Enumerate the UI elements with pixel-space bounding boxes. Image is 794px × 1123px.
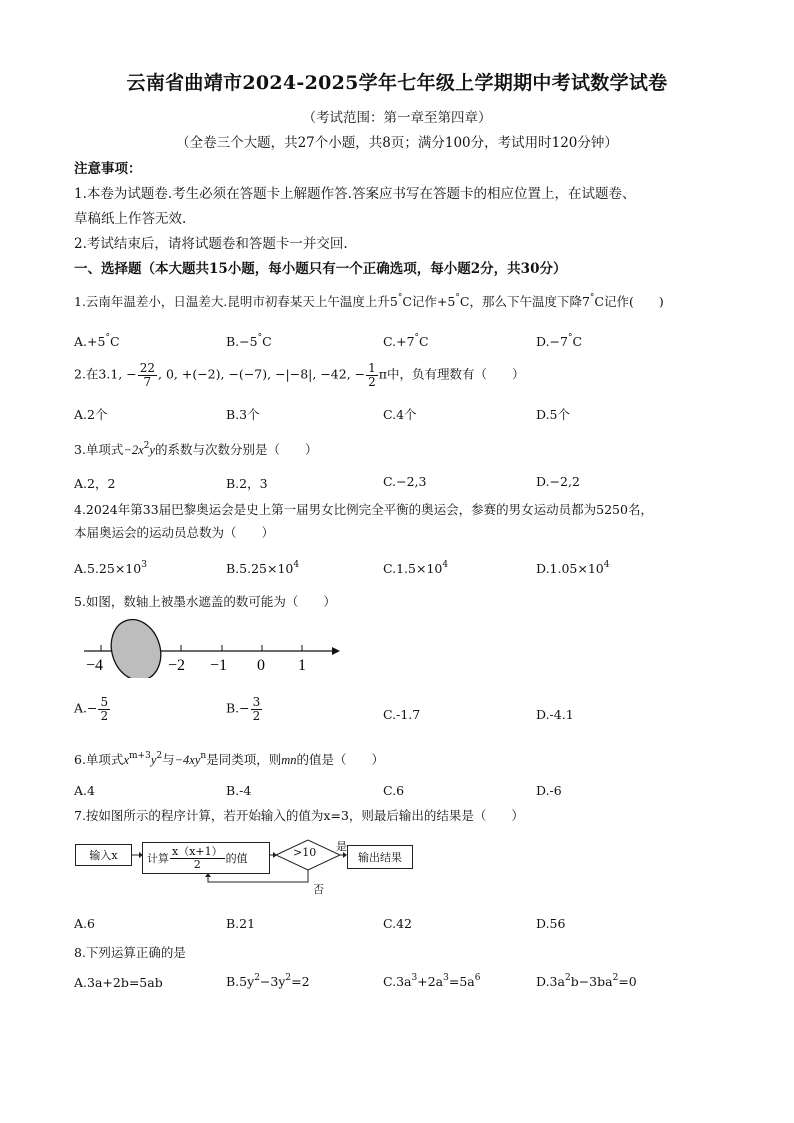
question-4-stem-line-2: 本届奥运会的运动员总数为（ ） bbox=[74, 525, 275, 540]
question-7-stem: 7.按如图所示的程序计算，若开始输入的值为x=3，则最后输出的结果是（ ） bbox=[74, 808, 524, 823]
notice-heading: 注意事项： bbox=[74, 161, 142, 177]
question-8-option-a: A.3a+2b=5ab bbox=[74, 975, 163, 990]
section-1-heading: 一、选择题（本大题共15小题，每小题只有一个正确选项，每小题2分，共30分） bbox=[74, 261, 567, 277]
ink-blot bbox=[104, 618, 169, 678]
question-5-option-a: A.− $\frac{5}{2}$ bbox=[74, 695, 109, 723]
tick-label-neg1: −1 bbox=[210, 657, 228, 674]
question-1-option-b: B.−5°C bbox=[226, 333, 272, 349]
question-3-option-b: B.2，3 bbox=[226, 476, 268, 491]
tick-label-neg2: −2 bbox=[168, 657, 186, 674]
question-3-stem: 3.单项式$-2x^2y$的系数与次数分别是（ ） bbox=[74, 441, 318, 457]
question-2-option-d: D.5个 bbox=[536, 407, 571, 422]
question-4-option-d: $D.1.05\times 10^4$ bbox=[536, 560, 610, 576]
flow-calc-box: 计算 $\frac{x(x+1)}{2}$ 的值 bbox=[142, 842, 270, 874]
question-7-option-b: B.21 bbox=[226, 916, 256, 931]
question-2-option-b: B.3个 bbox=[226, 407, 260, 422]
flow-input-box: 输入x bbox=[75, 844, 132, 866]
page-title: 云南省曲靖市2024-2025学年七年级上学期期中考试数学试卷 bbox=[126, 72, 668, 94]
question-8-option-c: $C.3a^3+2a^3=5a^6$ bbox=[383, 973, 481, 989]
question-3-option-d: D.−2,2 bbox=[536, 474, 580, 489]
question-2-stem: 2.在3.1, − $\frac{22}{7}$ , 0, +(−2), −(−7), −|−8|, −42, − $\frac{1}{2}$ π中，负有理数有（ ） bbox=[74, 361, 525, 389]
question-1-stem: 1.云南年温差小，日温差大.昆明市初春某天上午温度上升5°C记作+5°C，那么下午温度下降7°C记作( ) bbox=[74, 293, 664, 309]
tick-label-neg4: −4 bbox=[86, 657, 104, 674]
question-4-option-b: $B.5.25\times 10^4$ bbox=[226, 560, 300, 576]
question-4-stem-line-1: 4.2024年第33届巴黎奥运会是史上第一届男女比例完全平衡的奥运会，参赛的男女运动员都为5250名， bbox=[74, 502, 653, 517]
flow-yes-label: 是 bbox=[336, 840, 347, 853]
question-5-option-b: B.− $\frac{3}{2}$ bbox=[226, 695, 261, 723]
flow-no-label: 否 bbox=[313, 883, 324, 896]
question-6-option-c: C.6 bbox=[383, 783, 405, 798]
question-4-option-c: $C.1.5\times 10^4$ bbox=[383, 560, 449, 576]
tick-label-0: 0 bbox=[257, 657, 265, 674]
flow-output-box: 输出结果 bbox=[347, 845, 413, 869]
question-1-option-c: C.+7°C bbox=[383, 333, 429, 349]
question-8-option-d: $D.3a^2b-3ba^2=0$ bbox=[536, 973, 637, 989]
question-4-option-a: $A.5.25\times 10^3$ bbox=[74, 560, 147, 576]
notice-item-1-line-2: 草稿纸上作答无效. bbox=[74, 211, 187, 227]
question-7-option-c: C.42 bbox=[383, 916, 412, 931]
question-2-option-a: A.2个 bbox=[74, 407, 108, 422]
question-3-option-a: A.2，2 bbox=[74, 476, 116, 491]
notice-item-2: 2.考试结束后，请将试题卷和答题卡一并交回. bbox=[74, 236, 348, 252]
arrow-loop-back bbox=[208, 870, 308, 882]
question-6-option-a: A.4 bbox=[74, 783, 95, 798]
question-8-stem: 8.下列运算正确的是 bbox=[74, 945, 186, 960]
question-5-option-c: C.-1.7 bbox=[383, 707, 421, 722]
question-2-option-c: C.4个 bbox=[383, 407, 417, 422]
question-6-option-b: B.-4 bbox=[226, 783, 252, 798]
flow-condition-label: >10 bbox=[293, 846, 317, 859]
exam-info: （全卷三个大题，共27个小题，共8页；满分100分，考试用时120分钟） bbox=[176, 135, 618, 151]
notice-item-1-line-1: 1.本卷为试题卷.考生必须在答题卡上解题作答.答案应书写在答题卡的相应位置上，在试题卷、 bbox=[74, 186, 636, 202]
exam-scope: （考试范围：第一章至第四章） bbox=[302, 110, 492, 126]
number-line-figure bbox=[80, 618, 340, 678]
question-6-stem: 6.单项式$x^{m+3}y^2$与$-4xy^n$是同类项，则mn的值是（ ） bbox=[74, 751, 385, 767]
question-7-option-a: A.6 bbox=[74, 916, 95, 931]
question-1-option-d: D.−7°C bbox=[536, 333, 583, 349]
tick-label-1: 1 bbox=[298, 657, 306, 674]
question-5-option-d: D.-4.1 bbox=[536, 707, 574, 722]
question-7-option-d: D.56 bbox=[536, 916, 566, 931]
question-1-option-a: A.+5°C bbox=[74, 333, 120, 349]
question-5-stem: 5.如图，数轴上被墨水遮盖的数可能为（ ） bbox=[74, 594, 336, 609]
question-6-option-d: D.-6 bbox=[536, 783, 562, 798]
number-line-arrow bbox=[332, 647, 340, 655]
question-3-option-c: C.−2,3 bbox=[383, 474, 427, 489]
question-8-option-b: $B.5y^2-3y^2=2$ bbox=[226, 973, 310, 989]
